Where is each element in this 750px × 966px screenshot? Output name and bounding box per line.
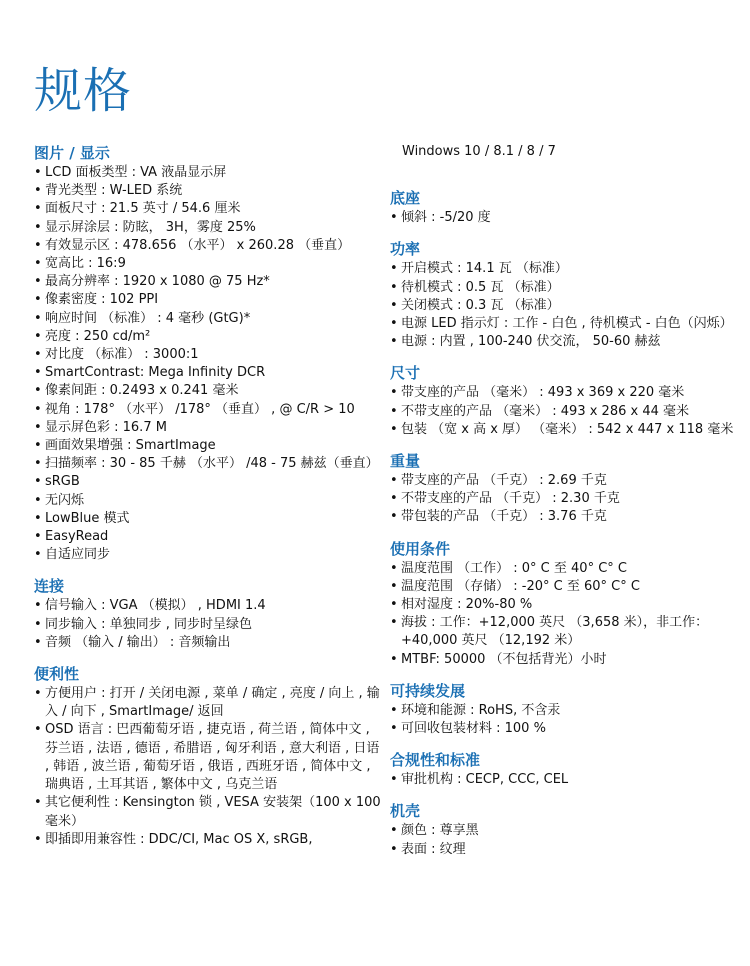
spec-item [390,720,740,738]
spec-list [390,822,740,858]
spec-item-text: 带包装的产品 （千克） : 3.76 千克 [401,509,607,525]
spec-item-text: 显示屏色彩 : 16.7 M [45,419,167,435]
spec-item [390,560,740,578]
spec-section [34,576,384,652]
spec-item [34,634,384,652]
spec-item [34,382,384,400]
spec-item-text: 不带支座的产品 （毫米） : 493 x 286 x 44 毫米 [401,403,689,419]
spec-item [34,437,384,455]
spec-item-text: 温度范围 （存储） : -20° C 至 60° C° C [401,578,640,594]
spec-item-text: 对比度 （标准） : 3000:1 [45,347,199,363]
bullet-icon: • [390,385,398,401]
spec-column-right [390,143,740,871]
spec-item [390,771,740,789]
spec-list [390,472,740,527]
spec-item-text: 开启模式 : 14.1 瓦 （标准） [401,261,568,277]
spec-item-text: 宽高比 : 16:9 [45,256,126,272]
spec-item-text: sRGB [45,474,80,490]
spec-item-text: OSD 语言 : 巴西葡萄牙语 , 捷克语 , 荷兰语 , 简体中文 , 芬兰语 , 法语 , 德语 , 希腊语 , 匈牙利语 , 意大利语 , 日语 , 韩语 , 波兰语 , 葡萄牙语 , 俄语 , 西班牙语 , 简体中文 , 瑞典语 , 土耳其语 , 繁体中文 , 乌克兰语 [45,722,380,793]
spec-section [390,539,740,669]
bullet-icon: • [34,419,42,435]
bullet-icon: • [34,201,42,217]
spec-item-text: 无闪烁 [45,492,85,508]
bullet-icon: • [390,491,398,507]
spec-item-text: 相对湿度 : 20%-80 % [401,597,533,613]
section-heading: 重量 [390,452,421,471]
bullet-icon: • [34,310,42,326]
bullet-icon: • [390,597,398,613]
bullet-icon: • [390,316,398,332]
spec-item [34,794,384,830]
bullet-icon: • [390,297,398,313]
spec-item [390,508,740,526]
bullet-icon: • [34,183,42,199]
bullet-icon: • [34,634,42,650]
spec-item-text: 带支座的产品 （千克） : 2.69 千克 [401,473,607,489]
spec-list [390,384,740,439]
section-heading: 功率 [390,240,421,259]
spec-item [34,831,384,849]
spec-item [390,822,740,840]
spec-item-text: 颜色 : 尊享黑 [401,823,479,839]
spec-item-text: 像素间距 : 0.2493 x 0.241 毫米 [45,383,239,399]
spec-item [390,279,740,297]
bullet-icon: • [34,492,42,508]
spec-section [34,143,384,564]
bullet-icon: • [390,702,398,718]
spec-item [34,492,384,510]
spec-item-text: 画面效果增强 : SmartImage [45,438,216,454]
spec-item [34,219,384,237]
spec-section [390,363,740,439]
spec-item [34,685,384,721]
bullet-icon: • [34,598,42,614]
bullet-icon: • [390,334,398,350]
spec-item [34,328,384,346]
spec-column-left [34,143,384,861]
spec-item [34,291,384,309]
spec-item [390,472,740,490]
spec-item-text: 面板尺寸 : 21.5 英寸 / 54.6 厘米 [45,201,241,217]
bullet-icon: • [390,509,398,525]
spec-item [34,164,384,182]
bullet-icon: • [390,473,398,489]
spec-item-text: 电源 : 内置 , 100-240 伏交流， 50-60 赫兹 [401,334,661,350]
spec-item-text: 最高分辨率 : 1920 x 1080 @ 75 Hz* [45,274,270,290]
spec-item-text: 有效显示区 : 478.656 （水平） x 260.28 （垂直） [45,237,351,253]
spec-item [34,419,384,437]
bullet-icon: • [390,261,398,277]
spec-item [390,384,740,402]
spec-item [34,346,384,364]
bullet-icon: • [34,237,42,253]
bullet-icon: • [34,474,42,490]
bullet-icon: • [34,438,42,454]
bullet-icon: • [34,529,42,545]
spec-item [390,403,740,421]
spec-item [390,315,740,333]
spec-item-text: 温度范围 （工作） : 0° C 至 40° C° C [401,560,627,576]
bullet-icon: • [390,721,398,737]
spec-item-text: 倾斜 : -5/20 度 [401,210,491,226]
spec-item-text: 像素密度 : 102 PPI [45,292,159,308]
bullet-icon: • [34,795,42,811]
spec-list [390,260,740,351]
spec-section [390,681,740,738]
section-heading: 底座 [390,189,421,208]
spec-item-text: LowBlue 模式 [45,510,130,526]
spec-item-text: 电源 LED 指示灯 : 工作 - 白色 , 待机模式 - 白色（闪烁） [401,316,733,332]
bullet-icon: • [390,578,398,594]
spec-item [390,596,740,614]
bullet-icon: • [390,841,398,857]
spec-list [390,560,740,669]
bullet-icon: • [390,615,398,631]
spec-item-text: 海拔 : 工作：+12,000 英尺 （3,658 米），非工作：+40,000 英尺 （12,192 米） [401,615,709,649]
section-heading: 尺寸 [390,364,421,383]
spec-item [34,310,384,328]
bullet-icon: • [390,560,398,576]
spec-list [34,164,384,564]
bullet-icon: • [390,210,398,226]
bullet-icon: • [34,328,42,344]
bullet-icon: • [390,421,398,437]
spec-item-text: 可回收包装材料 : 100 % [401,721,546,737]
bullet-icon: • [390,823,398,839]
bullet-icon: • [34,274,42,290]
spec-item-text: LCD 面板类型 : VA 液晶显示屏 [45,165,227,180]
spec-item [34,401,384,419]
spec-item [390,260,740,278]
bullet-icon: • [390,403,398,419]
spec-item-text: 同步输入 : 单独同步 , 同步时呈绿色 [45,616,253,632]
section-heading: 便利性 [34,665,80,684]
spec-section [390,239,740,351]
spec-item [34,255,384,273]
bullet-icon: • [34,831,42,847]
bullet-icon: • [390,651,398,667]
spec-item-text: 背光类型 : W-LED 系统 [45,183,183,199]
spec-item-text: 扫描频率 : 30 - 85 千赫 （水平） /48 - 75 赫兹（垂直） [45,456,379,472]
spec-item [390,333,740,351]
spec-item-text: MTBF: 50000 （不包括背光）小时 [401,651,607,667]
bullet-icon: • [34,347,42,363]
spec-item [390,651,740,669]
section-heading: 合规性和标准 [390,751,481,770]
bullet-icon: • [34,219,42,235]
spec-item-text: 不带支座的产品 （千克） : 2.30 千克 [401,491,620,507]
bullet-icon: • [34,616,42,632]
spec-item [390,297,740,315]
section-heading: 机壳 [390,802,421,821]
spec-item-text: 自适应同步 [45,547,111,563]
spec-item [390,578,740,596]
spec-list [34,597,384,652]
spec-item [34,182,384,200]
section-heading: 连接 [34,577,65,596]
bullet-icon: • [34,383,42,399]
spec-section [390,451,740,527]
spec-item [34,237,384,255]
spec-item [390,841,740,859]
spec-item [390,614,740,650]
spec-item-text: 审批机构 : CECP, CCC, CEL [401,772,569,788]
spec-list [34,685,384,849]
spec-item-text: 其它便利性 : Kensington 锁 , VESA 安装架（100 x 100 毫米） [45,795,381,829]
spec-item [390,702,740,720]
continuation-text: Windows 10 / 8.1 / 8 / 7 [402,144,556,159]
spec-item [34,455,384,473]
section-heading: 图片 / 显示 [34,144,110,162]
spec-item-text: 即插即用兼容性 : DDC/CI, Mac OS X, sRGB, [45,831,313,847]
bullet-icon: • [34,510,42,526]
spec-section [390,188,740,227]
bullet-icon: • [34,722,42,738]
spec-item-text: 视角 : 178° （水平） /178° （垂直） , @ C/R > 10 [45,401,355,417]
spec-item [390,421,740,439]
spec-item-text: 关闭模式 : 0.3 瓦 （标准） [401,297,560,313]
spec-item-text: 显示屏涂层 : 防眩， 3H，雾度 25% [45,219,256,235]
section-heading: 使用条件 [390,539,451,558]
bullet-icon: • [390,772,398,788]
spec-list [390,771,740,789]
spec-item-text: 包装 （宽 x 高 x 厚） （毫米） : 542 x 447 x 118 毫米 [401,421,734,437]
spec-item [34,528,384,546]
spec-item-text: 方便用户 : 打开 / 关闭电源 , 菜单 / 确定 , 亮度 / 向上 , 输入 / 向下 , SmartImage/ 返回 [45,686,380,720]
bullet-icon: • [34,547,42,563]
spec-item [34,616,384,634]
spec-section [390,750,740,789]
spec-item-text: 响应时间 （标准） : 4 毫秒 (GtG)* [45,310,251,326]
spec-item [34,597,384,615]
spec-item [34,200,384,218]
spec-item-text: 亮度 : 250 cd/m² [45,328,151,344]
bullet-icon: • [34,456,42,472]
spec-item-text: 带支座的产品 （毫米） : 493 x 369 x 220 毫米 [401,385,685,401]
spec-item [34,473,384,491]
spec-item [34,546,384,564]
bullet-icon: • [34,165,42,180]
spec-section [390,801,740,858]
spec-item-text: EasyRead [45,529,109,545]
spec-item-text: 音频 （输入 / 输出） : 音频输出 [45,634,231,650]
spec-list [390,209,740,227]
spec-item [34,273,384,291]
bullet-icon: • [390,279,398,295]
section-heading: 可持续发展 [390,681,466,700]
spec-item [390,209,740,227]
bullet-icon: • [34,686,42,702]
spec-item-text: 表面 : 纹理 [401,841,466,857]
spec-item-text: 待机模式 : 0.5 瓦 （标准） [401,279,560,295]
bullet-icon: • [34,401,42,417]
spec-item [34,721,384,794]
bullet-icon: • [34,292,42,308]
spec-item [34,364,384,382]
spec-item [34,510,384,528]
spec-item [390,490,740,508]
spec-item-text: 环境和能源 : RoHS, 不含汞 [401,702,561,718]
bullet-icon: • [34,256,42,272]
page-title: 规格 [34,63,133,119]
bullet-icon: • [34,365,42,381]
spec-item-text: SmartContrast: Mega Infinity DCR [45,365,266,381]
spec-item-text: 信号输入 : VGA （模拟） , HDMI 1.4 [45,598,266,614]
spec-section [34,664,384,849]
spec-list [390,702,740,738]
